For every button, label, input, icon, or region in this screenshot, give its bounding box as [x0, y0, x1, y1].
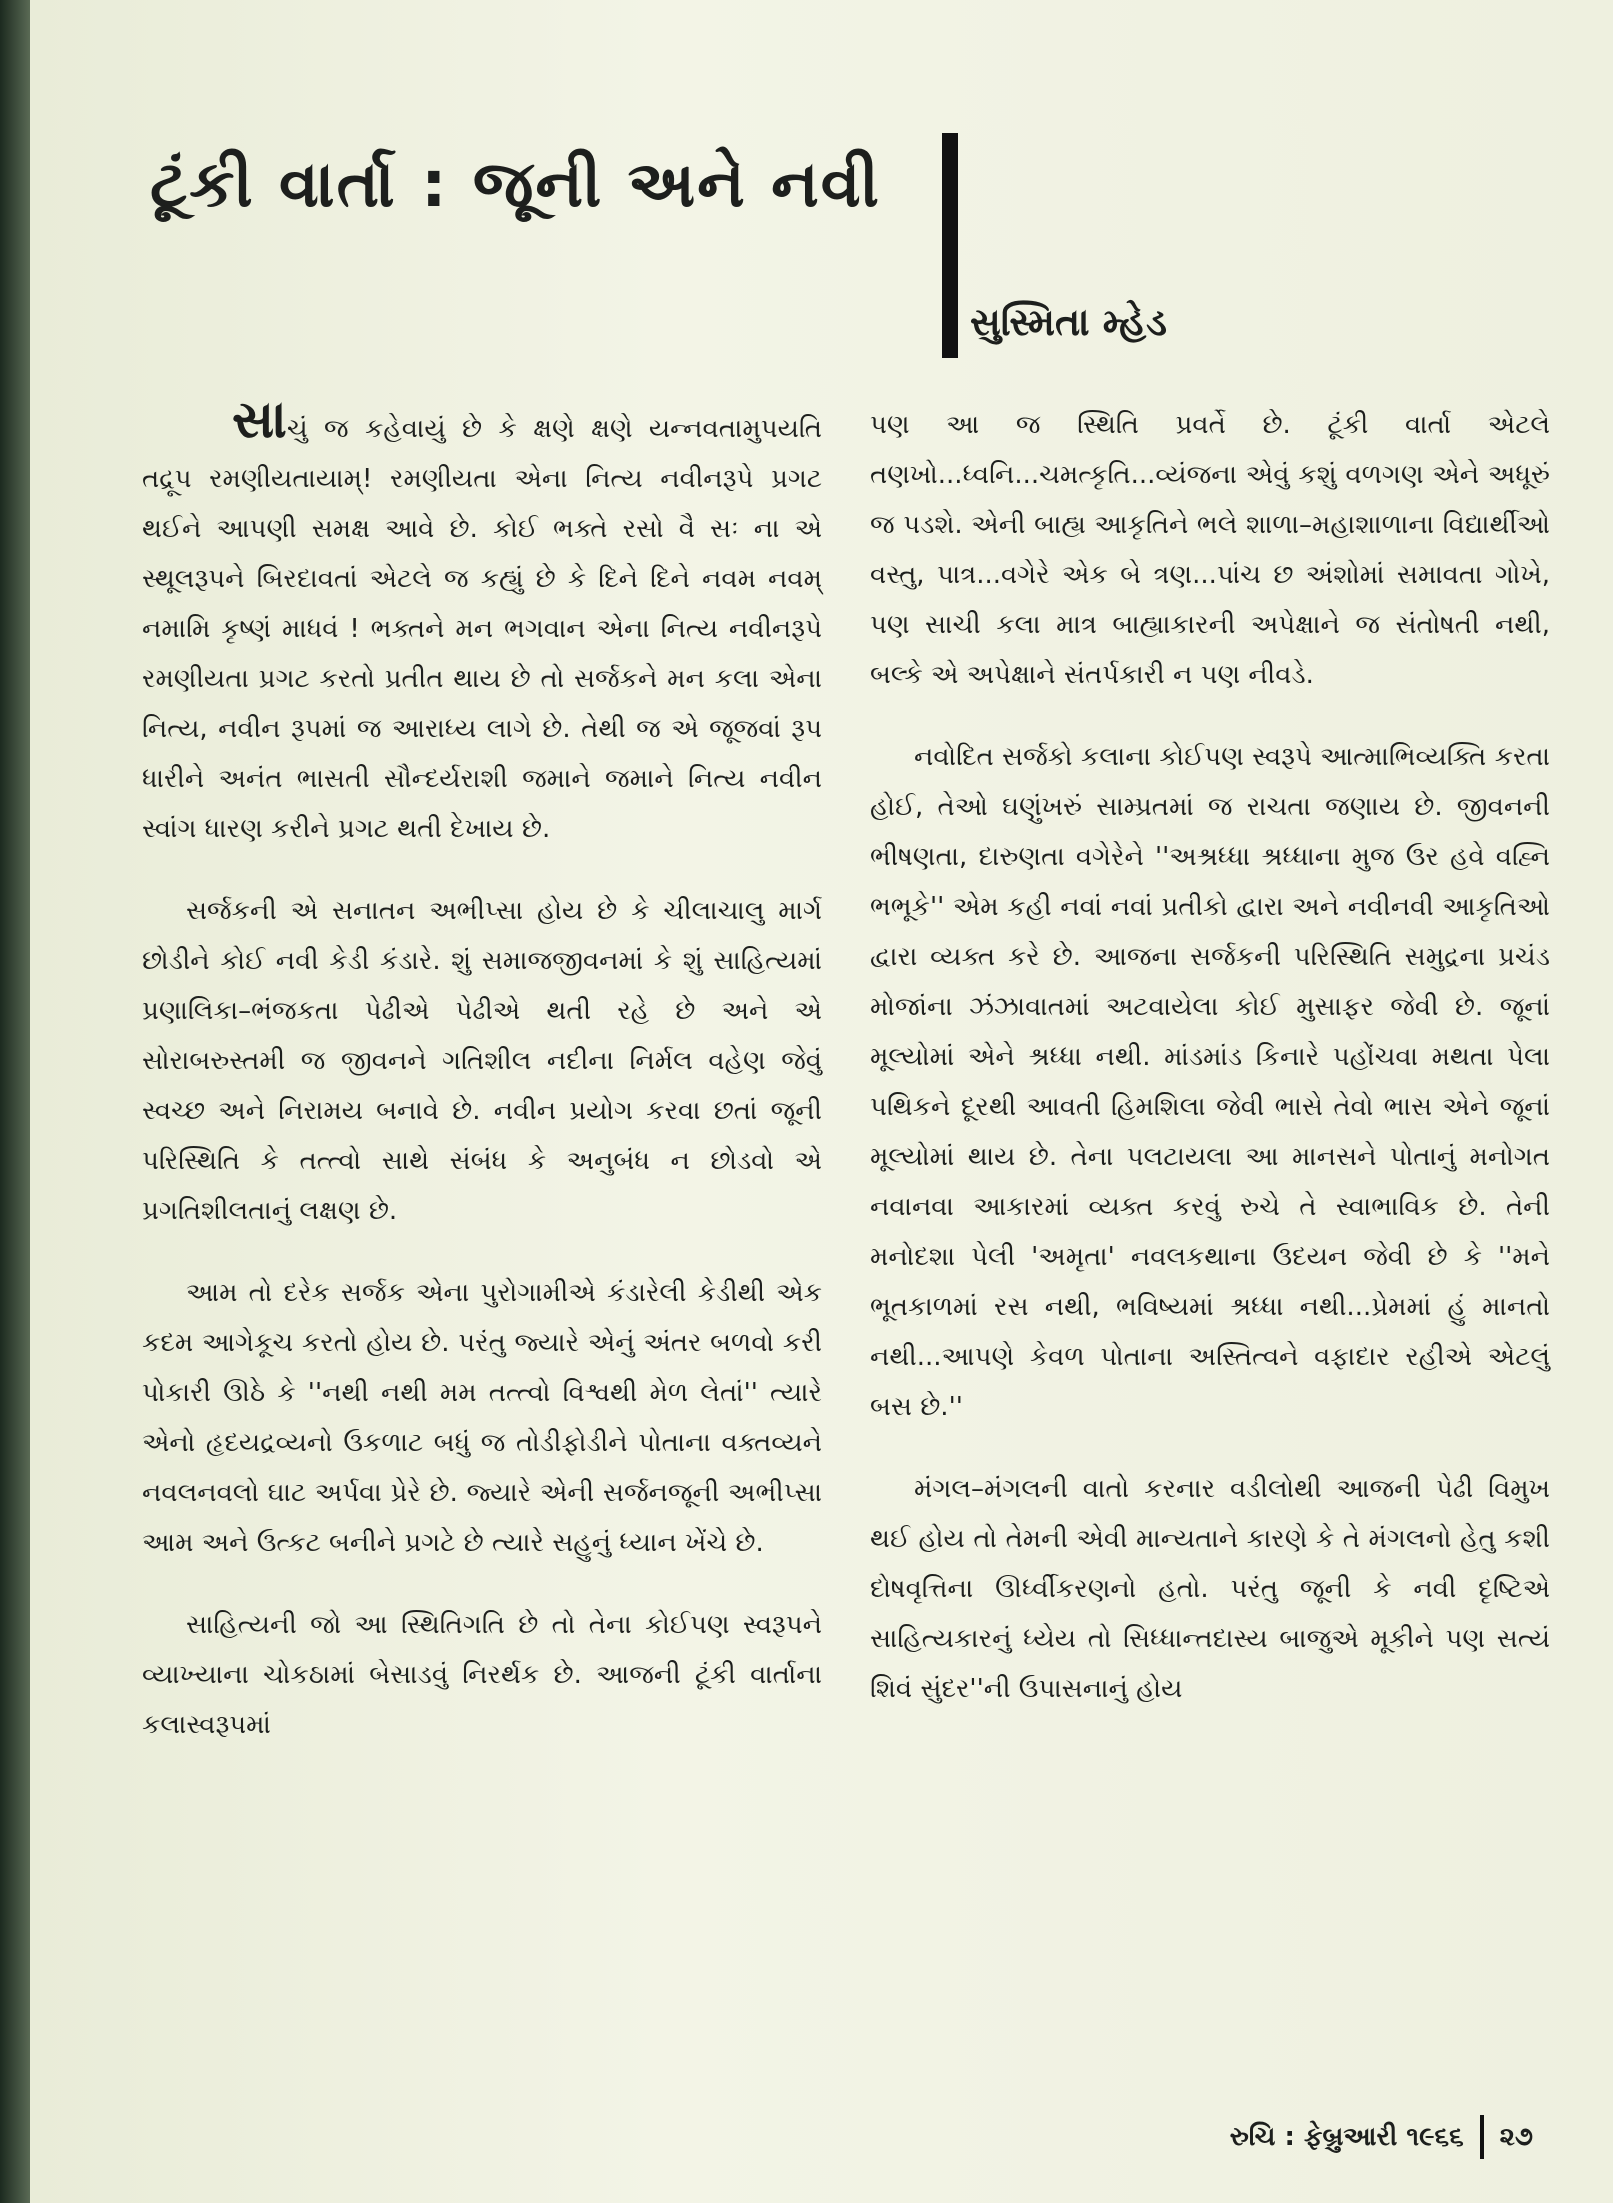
book-spine	[0, 0, 30, 2203]
title-divider-bar	[942, 133, 958, 358]
page-footer	[1230, 2115, 1533, 2159]
paragraph: સાહિત્યની જો આ સ્થિતિગતિ છે તો તેના કોઈપણ સ્વરૂપને વ્યાખ્યાના ચોકઠામાં બેસાડવું નિરર્થક છે. આજની ટૂંકી વાર્તાના કલાસ્વરૂપમાં	[142, 1610, 822, 1740]
magazine-page	[30, 0, 1613, 2203]
footer-separator	[1480, 2115, 1484, 2159]
article-author: સુસ્મિતા મ્હેડ	[970, 300, 1167, 344]
paragraph: સર્જકની એ સનાતન અભીપ્સા હોય છે કે ચીલાચાલુ માર્ગ છોડીને કોઈ નવી કેડી કંડારે. શું સમાજજીવનમાં કે શું સાહિત્યમાં પ્રણાલિકા–ભંજકતા પેઢીએ પેઢીએ થતી રહે છે અને એ સોરાબરુસ્તમી જ જીવનને ગતિશીલ નદીના નિર્મલ વહેણ જેવું સ્વચ્છ અને નિરામય બનાવે છે. નવીન પ્રયોગ કરવા છતાં જૂની પરિસ્થિતિ કે તત્ત્વો સાથે સંબંધ કે અનુબંધ ન છોડવો એ પ્રગતિશીલતાનું લક્ષણ છે.	[142, 896, 822, 1226]
paragraph: મંગલ–મંગલની વાતો કરનાર વડીલોથી આજની પેઢી વિમુખ થઈ હોય તો તેમની એવી માન્યતાને કારણે કે તે મંગલનો હેતુ કશી દોષવૃત્તિના ઊર્ધ્વીકરણનો હતો. પરંતુ જૂની કે નવી દૃષ્ટિએ સાહિત્યકારનું ધ્યેય તો સિધ્ધાન્તદાસ્ય બાજુએ મૂકીને પણ સત્યં શિવં સુંદર''ની ઉપાસનાનું હોય	[870, 1474, 1550, 1704]
right-column	[870, 400, 1550, 1746]
page-number: ૨૭	[1499, 2121, 1533, 2152]
left-column	[142, 390, 822, 1782]
paragraph: આમ તો દરેક સર્જક એના પુરોગામીએ કંડારેલી કેડીથી એક કદમ આગેકૂચ કરતો હોય છે. પરંતુ જ્યારે એનું અંતર બળવો કરી પોકારી ઊઠે કે ''નથી નથી મમ તત્ત્વો વિશ્વથી મેળ લેતાં'' ત્યારે એનો હૃદયદ્રવ્યનો ઉકળાટ બધું જ તોડીફોડીને પોતાના વક્તવ્યને નવલનવલો ઘાટ અર્પવા પ્રેરે છે. જ્યારે એની સર્જનજૂની અભીપ્સા આમ અને ઉત્કટ બનીને પ્રગટે છે ત્યારે સહુનું ધ્યાન ખેંચે છે.	[142, 1278, 822, 1558]
article-title: ટૂંકી વાર્તા : જૂની અને નવી	[150, 148, 881, 222]
paragraph: સાચું જ કહેવાયું છે કે ક્ષણે ક્ષણે યન્નવતામુપયતિ તદ્રૂપ રમણીયતાયામ્! રમણીયતા એના નિત્ય નવીનરૂપે પ્રગટ થઈને આપણી સમક્ષ આવે છે. કોઈ ભક્તે રસો વૈ સઃ ના એ સ્થૂલરૂપને બિરદાવતાં એટલે જ કહ્યું છે કે દિને દિને નવમ નવમ્ નમામિ કૃષ્ણં માધવં ! ભક્તને મન ભગવાન એના નિત્ય નવીનરૂપે રમણીયતા પ્રગટ કરતો પ્રતીત થાય છે તો સર્જકને મન કલા એના નિત્ય, નવીન રૂપમાં જ આરાધ્ય લાગે છે. તેથી જ એ જૂજવાં રૂપ ધારીને અનંત ભાસતી સૌન્દર્યરાશી જમાને જમાને નિત્ય નવીન સ્વાંગ ધારણ કરીને પ્રગટ થતી દેખાય છે.	[142, 390, 822, 844]
magazine-issue: રુચિ : ફેબ્રુઆરી ૧૯૬૬	[1229, 2121, 1464, 2152]
paragraph: નવોદિત સર્જકો કલાના કોઈપણ સ્વરૂપે આત્માભિવ્યક્તિ કરતા હોઈ, તેઓ ઘણુંખરું સામ્પ્રતમાં જ રાચતા જણાય છે. જીવનની ભીષણતા, દારુણતા વગેરેને ''અશ્રધ્ધા શ્રધ્ધાના મુજ ઉર હવે વહ્નિ ભભૂકે'' એમ કહી નવાં નવાં પ્રતીકો દ્વારા અને નવીનવી આકૃતિઓ દ્વારા વ્યક્ત કરે છે. આજના સર્જકની પરિસ્થિતિ સમુદ્રના પ્રચંડ મોજાંના ઝંઝાવાતમાં અટવાયેલા કોઈ મુસાફર જેવી છે. જૂનાં મૂલ્યોમાં એને શ્રધ્ધા નથી. માંડમાંડ કિનારે પહોંચવા મથતા પેલા પથિકને દૂરથી આવતી હિમશિલા જેવી ભાસે તેવો ભાસ એને જૂનાં મૂલ્યોમાં થાય છે. તેના પલટાયલા આ માનસને પોતાનું મનોગત નવાનવા આકારમાં વ્યક્ત કરવું રુચે તે સ્વાભાવિક છે. તેની મનોદશા પેલી 'અમૃતા' નવલકથાના ઉદયન જેવી છે કે ''મને ભૂતકાળમાં રસ નથી, ભવિષ્યમાં શ્રધ્ધા નથી...પ્રેમમાં હું માનતો નથી...આપણે કેવળ પોતાના અસ્તિત્વને વફાદાર રહીએ એટલું બસ છે.''	[870, 742, 1550, 1422]
paragraph: પણ આ જ સ્થિતિ પ્રવર્તે છે. ટૂંકી વાર્તા એટલે તણખો...ધ્વનિ...ચમત્કૃતિ...વ્યંજના એવું કશું વળગણ એને અધૂરું જ પડશે. એની બાહ્ય આકૃતિને ભલે શાળા–મહાશાળાના વિદ્યાર્થીઓ વસ્તુ, પાત્ર...વગેરે એક બે ત્રણ...પાંચ છ અંશોમાં સમાવતા ગોખે, પણ સાચી કલા માત્ર બાહ્યાકારની અપેક્ષાને જ સંતોષતી નથી, બલ્કે એ અપેક્ષાને સંતર્પકારી ન પણ નીવડે.	[870, 410, 1550, 690]
dropcap: સા	[232, 390, 287, 450]
